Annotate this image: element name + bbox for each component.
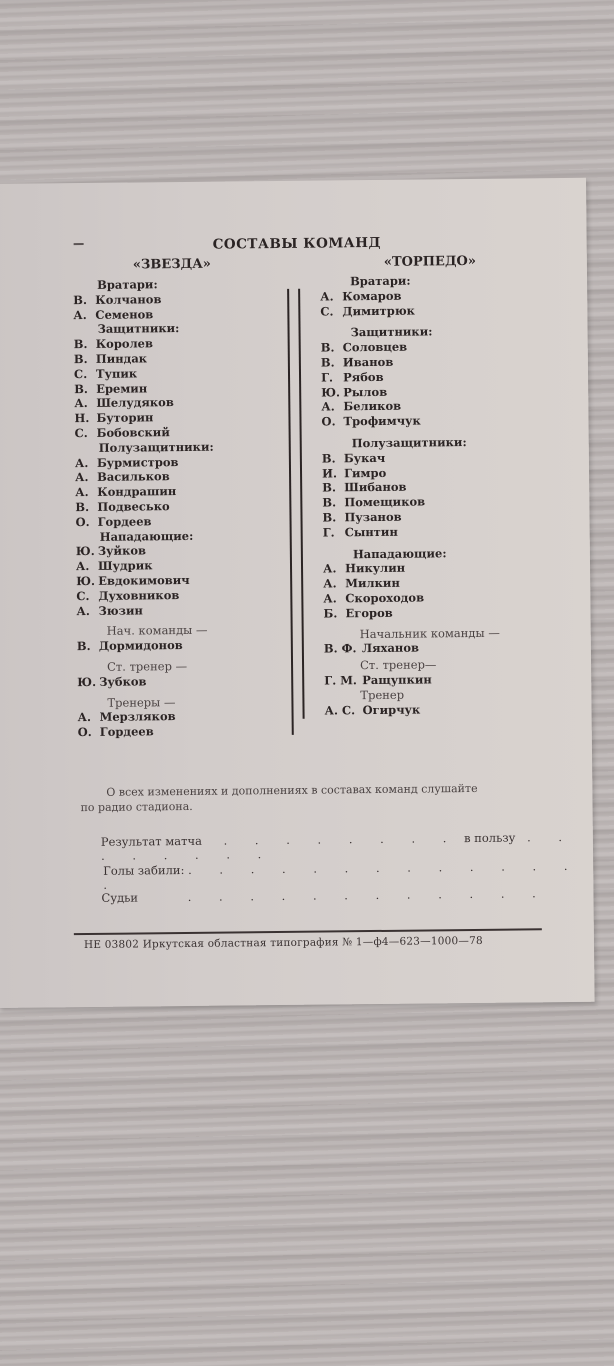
page-title: СОСТАВЫ КОМАНД <box>212 234 382 253</box>
player-row: А. Кондрашин <box>75 484 177 500</box>
player-row: В. Помещиков <box>322 494 426 510</box>
staff-row: О. Гордеев <box>77 724 154 740</box>
result-field <box>101 830 593 863</box>
match-program-sheet <box>0 178 595 1008</box>
player-row: В. Колчанов <box>73 292 162 307</box>
staff-role: Начальник команды — <box>359 625 500 641</box>
team-roster-torpedo <box>320 273 501 718</box>
staff-row: В. Дормидонов <box>76 638 183 654</box>
player-row: Б. Егоров <box>323 605 393 621</box>
player-row: И. Гимро <box>321 465 387 481</box>
player-row: В. Шибанов <box>322 480 407 495</box>
player-row: Ю. Зуйков <box>75 543 147 559</box>
player-row: А. Милкин <box>323 575 400 591</box>
in-favor-blank: . . . . . . . . <box>100 829 575 863</box>
goals-blank: . . . . . . . . . . . . . . <box>103 858 580 892</box>
player-row: А. Зюзин <box>76 602 143 618</box>
in-favor-label: в пользу <box>463 830 516 846</box>
player-row: В. Королев <box>73 336 154 352</box>
notice-line-2: по радио стадиона. <box>80 799 193 815</box>
player-row: В. Соловцев <box>320 339 408 355</box>
staff-row: В. Ф. Ляханов <box>323 640 420 656</box>
player-row: С. Димитрюк <box>320 303 415 319</box>
staff-role: Тренеры — <box>107 694 176 710</box>
staff-row: Ю. Зубков <box>77 674 147 689</box>
player-row: В. Букач <box>321 450 386 466</box>
section-heading: Вратари: <box>96 277 158 292</box>
section-heading: Вратари: <box>349 273 411 289</box>
player-row: В. Пиндак <box>73 351 148 367</box>
section-heading: Нападающие: <box>352 545 447 561</box>
staff-role: Ст. тренер — <box>106 658 188 674</box>
player-row: А. Никулин <box>322 561 406 576</box>
staff-role: Нач. команды — <box>106 623 208 639</box>
player-row: Ю. Рылов <box>321 384 388 400</box>
section-heading: Защитники: <box>97 321 180 337</box>
player-row: О. Трофимчук <box>321 413 421 429</box>
player-row: С. Духовников <box>76 587 180 603</box>
player-row: В. Еремин <box>74 380 148 396</box>
player-row: С. Тупик <box>73 366 138 381</box>
player-row: В. Подвесько <box>75 499 170 515</box>
player-row: Г. Сынтин <box>322 524 398 540</box>
staff-role: Тренер <box>360 687 405 702</box>
player-row: Ю. Евдокимович <box>76 572 190 589</box>
column-divider-left <box>287 289 293 735</box>
referees-label: Судьи <box>101 890 139 905</box>
team-name-torpedo: «ТОРПЕДО» <box>383 253 477 270</box>
section-heading: Нападающие: <box>99 528 194 544</box>
player-row: А. Шудрик <box>75 558 153 574</box>
player-row: А. Шелудяков <box>74 395 174 411</box>
section-heading: Защитники: <box>350 324 433 340</box>
result-label: Результат матча <box>100 833 202 849</box>
staff-row: А. Мерзляков <box>77 709 176 725</box>
player-row: А. Беликов <box>321 399 402 414</box>
player-row: С. Бобовский <box>74 425 170 441</box>
team-roster-zvezda <box>73 277 217 740</box>
footer-rule <box>74 928 542 934</box>
referees-blank: . . . . . . . . . . . . <box>187 886 548 904</box>
ink-mark <box>74 243 84 245</box>
player-row: Н. Буторин <box>74 410 154 426</box>
column-divider-right <box>298 289 304 719</box>
staff-role: Ст. тренер— <box>359 657 437 673</box>
player-row: А. Бурмистров <box>74 454 179 470</box>
player-row: О. Гордеев <box>75 514 152 529</box>
staff-row: Г. М. Ращупкин <box>324 672 432 688</box>
player-row: В. Пузанов <box>322 509 402 525</box>
team-name-zvezda: «ЗВЕЗДА» <box>132 256 211 273</box>
result-blank: . . . . . . . . <box>223 831 459 848</box>
section-heading: Полузащитники: <box>351 434 467 451</box>
notice-line-1: О всех изменениях и дополнениях в составах команд слушайте <box>106 781 478 799</box>
player-row: А. Скороходов <box>323 590 425 606</box>
player-row: В. Иванов <box>320 354 394 370</box>
player-row: А. Комаров <box>320 288 402 304</box>
printer-imprint: НЕ 03802 Иркутская областная типография № 1—ф4—623—1000—78 <box>83 934 483 952</box>
player-row: Г. Рябов <box>320 369 384 385</box>
goals-label: Голы забили: <box>103 863 185 878</box>
player-row: А. Семенов <box>73 306 154 322</box>
player-row: А. Васильков <box>75 469 170 485</box>
staff-row: А. С. Огирчук <box>324 702 421 718</box>
section-heading: Полузащитники: <box>98 439 214 455</box>
